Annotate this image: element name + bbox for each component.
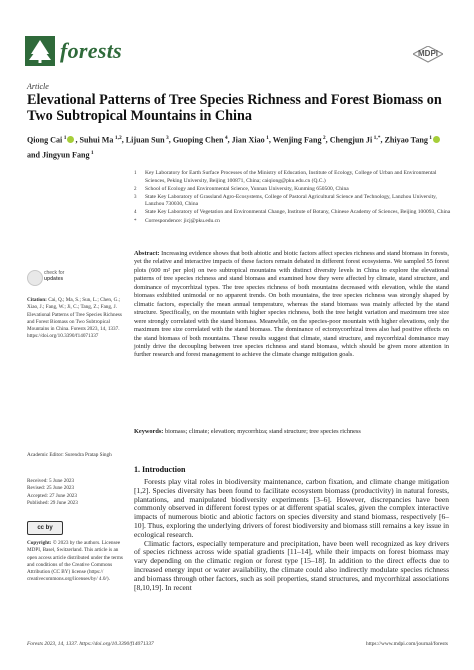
publisher-name: MDPI (418, 49, 438, 58)
affiliation-number: 1 (134, 171, 137, 176)
author-affiliation-marker: 4 (223, 135, 228, 141)
abstract-text: Increasing evidence shows that both abiotic and biotic factors affect species richness and stand biomass in forests, yet the relative and interactive impacts of these factors remain debated in different forest ecosystems. We sampled 55 forest plots (600 m² per plot) on two subtropical mountains with distinct diversity levels in China to explore the elevational patterns of tree species richness and stand biomass and examined how they were affected by climate, stand structure, and dominance of mycorrhizal types. The tree species richness of both mountains decreased with elevation, while the stand biomass exhibited unimodal or no apparent trends. On both mountains, the tree species richness was strongly shaped by climatic factors, especially the mean annual temperature, whereas the stand biomass was mainly affected by the stand structure. Specifically, on the mountain with higher species richness, both the tree height variation and maximum tree size were strongly correlated with the stand biomass. Meanwhile, on the species-poor mountain with higher elevations, only the maximum tree size correlated with the stand biomass. The dominance of ectomycorrhizal trees also had positive effects on the stand biomass of both mountains. These results suggest that climate, stand structure, and mycorrhizal dominance may jointly drive the decoupling between tree species richness and stand biomass, which should be given more attention in further research and forest management to achieve the climate change mitigation goals. (134, 250, 449, 359)
keywords-text: biomass; climate; elevation; mycorrhiza; stand structure; tree species richness (164, 428, 361, 435)
author-affiliation-marker: 1,2 (113, 135, 122, 141)
published-date: Published: 29 June 2023 (27, 499, 78, 506)
author-name: Lijuan Sun (125, 135, 165, 145)
author-affiliation-marker: 1 (427, 135, 433, 141)
footer-journal-link[interactable]: https://www.mdpi.com/journal/forests (366, 641, 448, 647)
affiliation-text: Correspondence: jicj@pku.edu.cn (145, 217, 220, 224)
author-name: Chengjun Ji (329, 135, 373, 145)
affiliation-text: State Key Laboratory of Vegetation and Environmental Change, Institute of Botany, Chinese Academy of Sciences, Beijing 100093, China (145, 209, 451, 216)
check-updates-link[interactable] (44, 270, 64, 282)
keywords (134, 428, 449, 436)
author-affiliation-marker: 3 (164, 135, 169, 141)
author-affiliation-marker: 1 (62, 135, 67, 141)
author-name: Guoping Chen (172, 135, 224, 145)
affiliation-item (134, 218, 454, 226)
affiliations (134, 170, 454, 226)
affiliation-number: 3 (134, 194, 137, 200)
check-updates-line1: check for (44, 270, 65, 276)
copyright-label: Copyright: (27, 540, 52, 546)
citation-block (27, 297, 127, 341)
revised-date: Revised: 25 June 2023 (27, 485, 75, 492)
received-date: Received: 5 June 2023 (27, 478, 75, 484)
author-separator: , (268, 135, 273, 145)
tree-logo-icon (25, 36, 55, 66)
check-updates-icon[interactable] (27, 270, 43, 286)
author-separator: , (121, 135, 126, 145)
dates-block (27, 478, 127, 507)
author-name: Jingyun Fang (42, 150, 90, 160)
affiliation-number: * (134, 218, 137, 224)
author-name: Jian Xiao (231, 135, 265, 145)
intro-paragraph-1: Forests play vital roles in biodiversity maintenance, carbon fixation, and climate change mitigation [1,2]. Species diversity has been found to facilitate ecosystem biomass (productivity) in natural forests, plantations, and manipulated biodiversity experiments [3–6]. However, discrepancies have been commonly observed in different forest types or at different spatial scales, given the complex interactive impacts of numerous biotic and abiotic factors on species diversity and stand biomass, respectively [6–10]. Thus, exploring the underlying drivers of forest biodiversity and biomass still remains a key issue in ecological research. (134, 477, 449, 539)
affiliation-text: Key Laboratory for Earth Surface Processes of the Ministry of Education, Institute of Ecology, College of Urban and Environmental Sciences, Peking University, Beijing 100871, China; caiqiong@pku.edu.cn (Q.C.) (145, 170, 437, 184)
affiliation-number: 4 (134, 210, 137, 216)
author-name: Zhiyao Tang (384, 135, 428, 145)
author-affiliation-marker: 1,* (372, 135, 381, 141)
keywords-label: Keywords: (134, 428, 164, 435)
affiliation-item (134, 194, 454, 209)
author-affiliation-marker: 1 (264, 135, 269, 141)
author-list (27, 132, 447, 161)
author-separator: , (380, 135, 385, 145)
intro-paragraph-2: Climatic factors, especially temperature and precipitation, have been well recognized as key drivers of species richness across wide spatial gradients [11–14], while their impacts on forest biomass may vary depending on the climatic region or forest type [15–18]. In addition to the direct effects due to increased energy input or water availability, the climate could also indirectly modulate species richness and biomass through other factors, such as soil properties, stand structures, and mycorrhizal associations [8,10,19]. In recent (134, 538, 449, 592)
author-separator: , (227, 135, 232, 145)
check-updates-line2: updates (44, 276, 64, 282)
affiliation-item (134, 209, 454, 217)
author-separator: , (325, 135, 330, 145)
abstract (134, 250, 449, 360)
author-affiliation-marker: 1 (89, 149, 94, 156)
citation-text: Cai, Q.; Ma, S.; Sun, L.; Chen, G.; Xiao, J.; Fang, W.; Ji, C.; Tang, Z.; Fang, J. Elevational Patterns of Tree Species Richness and Forest Biomass on Two Subtropical Mountains in China. Forests 2023, 14, 1337. https://doi.org/10.3390/f14071337 (27, 297, 122, 340)
copyright-text: © 2023 by the authors. Licensee MDPI, Basel, Switzerland. This article is an open access article distributed under the terms and conditions of the Creative Commons Attribution (CC BY) license (https:// creativecommons.org/licenses/by/ 4.0/). (27, 540, 123, 583)
author-name: Wenjing Fang (272, 135, 322, 145)
academic-editor: Academic Editor: Surendra Pratap Singh (27, 452, 112, 458)
author-separator: and (27, 150, 43, 160)
abstract-label: Abstract: (134, 250, 160, 257)
cc-by-license-icon[interactable]: cc by (27, 521, 63, 535)
author-separator: , (75, 135, 80, 145)
article-type: Article (27, 82, 49, 91)
orcid-icon[interactable] (67, 136, 74, 143)
affiliation-number: 2 (134, 186, 137, 192)
orcid-icon[interactable] (433, 136, 440, 143)
author-name: Suhui Ma (79, 135, 114, 145)
citation-label: Citation: (27, 297, 47, 303)
section-heading: 1. Introduction (134, 465, 186, 474)
copyright-block (27, 540, 127, 584)
affiliation-item (134, 170, 454, 185)
accepted-date: Accepted: 27 June 2023 (27, 492, 77, 499)
author-affiliation-marker: 2 (321, 135, 326, 141)
introduction-body (134, 478, 449, 592)
affiliation-text: School of Ecology and Environmental Science, Yunnan University, Kunming 650500, China (145, 185, 349, 192)
journal-name[interactable]: forests (60, 38, 122, 63)
article-title: Elevational Patterns of Tree Species Richness and Forest Biomass on Two Subtropical Mountains in China (27, 92, 442, 124)
footer-citation[interactable]: Forests 2023, 14, 1337. https://doi.org/10.3390/f14071337 (27, 641, 154, 647)
author-separator: , (168, 135, 173, 145)
affiliation-text: State Key Laboratory of Grassland Agro-Ecosystems, College of Pastoral Agricultural Science and Technology, Lanzhou University, Lanzhou 730030, China (145, 193, 437, 208)
author-name: Qiong Cai (27, 135, 63, 145)
affiliation-item (134, 186, 454, 194)
